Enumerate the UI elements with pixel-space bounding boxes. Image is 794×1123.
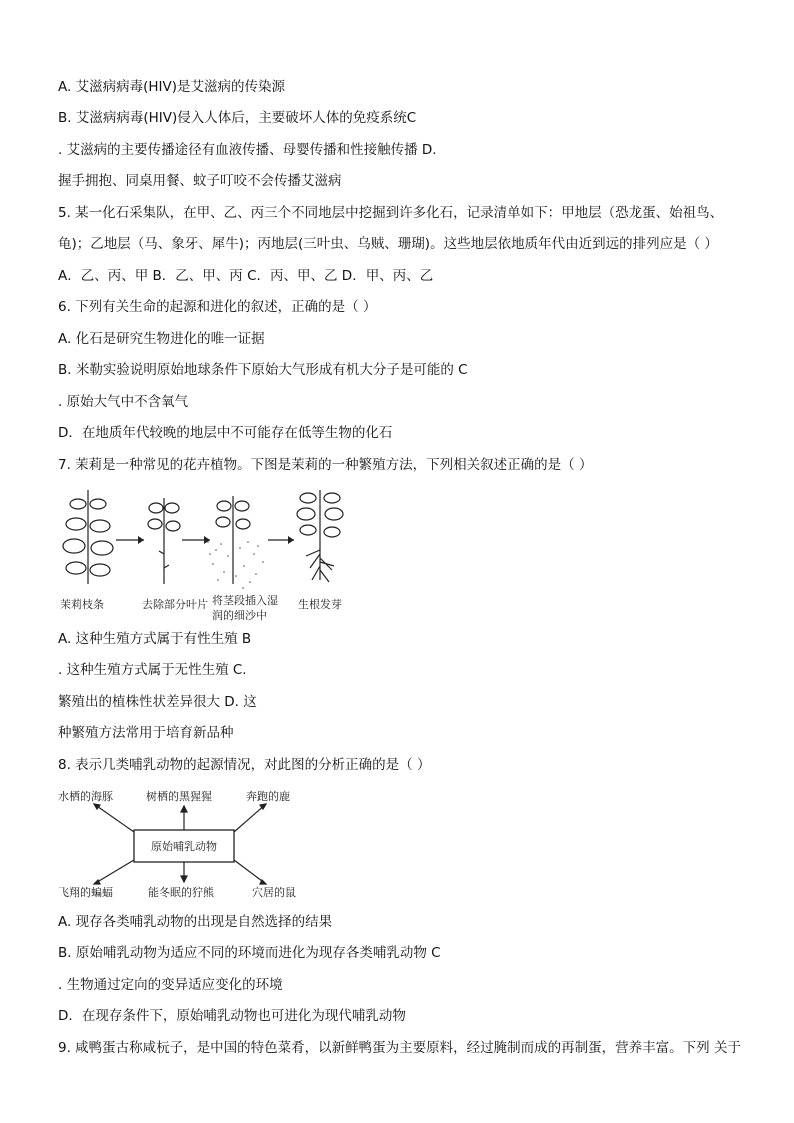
q6-option-c: . 原始大气中不含氧气	[58, 394, 189, 410]
q6-option-d: D．在地质年代较晚的地层中不可能存在低等生物的化石	[58, 425, 393, 441]
q6-option-a: A. 化石是研究生物进化的唯一证据	[58, 331, 265, 347]
q9-stem: 9. 咸鸭蛋古称咸杬子，是中国的特色菜肴，以新鲜鸭蛋为主要原料，经过腌制而成的再制蛋，营养丰富。下列 关于	[58, 1040, 741, 1056]
q5-options: A．乙、丙、甲 B．乙、甲、丙 C．丙、甲、乙 D．甲、丙、乙	[58, 268, 434, 284]
rooted-plant-image	[297, 490, 343, 582]
q8-stem: 8. 表示几类哺乳动物的起源情况，对此图的分析正确的是（ ）	[58, 757, 431, 773]
label-deer: 奔跑的鹿	[246, 790, 290, 803]
q7-option-b: . 这种生殖方式属于无性生殖 C.	[58, 662, 247, 678]
trimmed-cutting-image	[148, 498, 180, 584]
q4-option-b: B. 艾滋病病毒(HIV)侵入人体后，主要破坏人体的免疫系统C	[58, 110, 417, 126]
q4-option-a: A. 艾滋病病毒(HIV)是艾滋病的传染源	[58, 79, 285, 95]
cutting-in-sand-image	[216, 496, 250, 584]
caption-insert-2: 润的细沙中	[212, 609, 267, 622]
q7-stem: 7. 茉莉是一种常见的花卉植物。下图是茉莉的一种繁殖方法，下列相关叙述正确的是（ ）	[58, 457, 593, 473]
label-bear: 能冬眠的狞熊	[148, 886, 214, 899]
q6-option-b: B. 米勒实验说明原始地球条件下原始大气形成有机大分子是可能的 C	[58, 362, 468, 378]
jasmine-cutting-figure	[58, 484, 358, 626]
caption-insert-1: 将茎段插入湿	[212, 594, 278, 607]
q7-option-c: 繁殖出的植株性状差异很大 D. 这	[58, 694, 257, 710]
q6-stem: 6. 下列有关生命的起源和进化的叙述，正确的是（ ）	[58, 299, 377, 315]
q8-option-c: . 生物通过定向的变异适应变化的环境	[58, 977, 283, 993]
q7-option-d: 种繁殖方法常用于培育新品种	[58, 725, 234, 741]
q8-option-b: B. 原始哺乳动物为适应不同的环境而进化为现存各类哺乳动物 C	[58, 945, 441, 961]
caption-rooting: 生根发芽	[298, 598, 342, 611]
caption-branch: 茉莉枝条	[60, 598, 104, 611]
label-bat: 飞翔的蝙蝠	[58, 886, 113, 899]
q8-option-d: D．在现存条件下，原始哺乳动物也可进化为现代哺乳动物	[58, 1008, 406, 1024]
label-chimpanzee: 树栖的黑猩猩	[146, 790, 212, 803]
q4-option-c: . 艾滋病的主要传播途径有血液传播、母婴传播和性接触传播 D.	[58, 142, 437, 158]
sand-texture	[207, 541, 264, 589]
q5-stem-line1: 5. 某一化石采集队，在甲、乙、丙三个不同地层中挖掘到许多化石，记录清单如下：甲地层（恐龙蛋、始祖鸟、	[58, 205, 724, 221]
q7-option-a: A. 这种生殖方式属于有性生殖 B	[58, 631, 252, 647]
center-label: 原始哺乳动物	[151, 840, 217, 853]
q8-option-a: A. 现存各类哺乳动物的出现是自然选择的结果	[58, 914, 333, 930]
jasmine-branch-image	[63, 490, 113, 584]
caption-trim: 去除部分叶片	[142, 598, 208, 611]
mammal-origin-diagram	[56, 784, 306, 904]
q4-option-d: 握手拥抱、同桌用餐、蚊子叮咬不会传播艾滋病	[58, 173, 342, 189]
label-mouse: 穴居的鼠	[252, 886, 296, 899]
q5-stem-line2: 龟)；乙地层（马、象牙、犀牛)；丙地层(三叶虫、乌贼、珊瑚)。这些地层依地质年代由近到远的排列应是（ ）	[58, 236, 718, 252]
label-dolphin: 水栖的海豚	[58, 790, 113, 803]
